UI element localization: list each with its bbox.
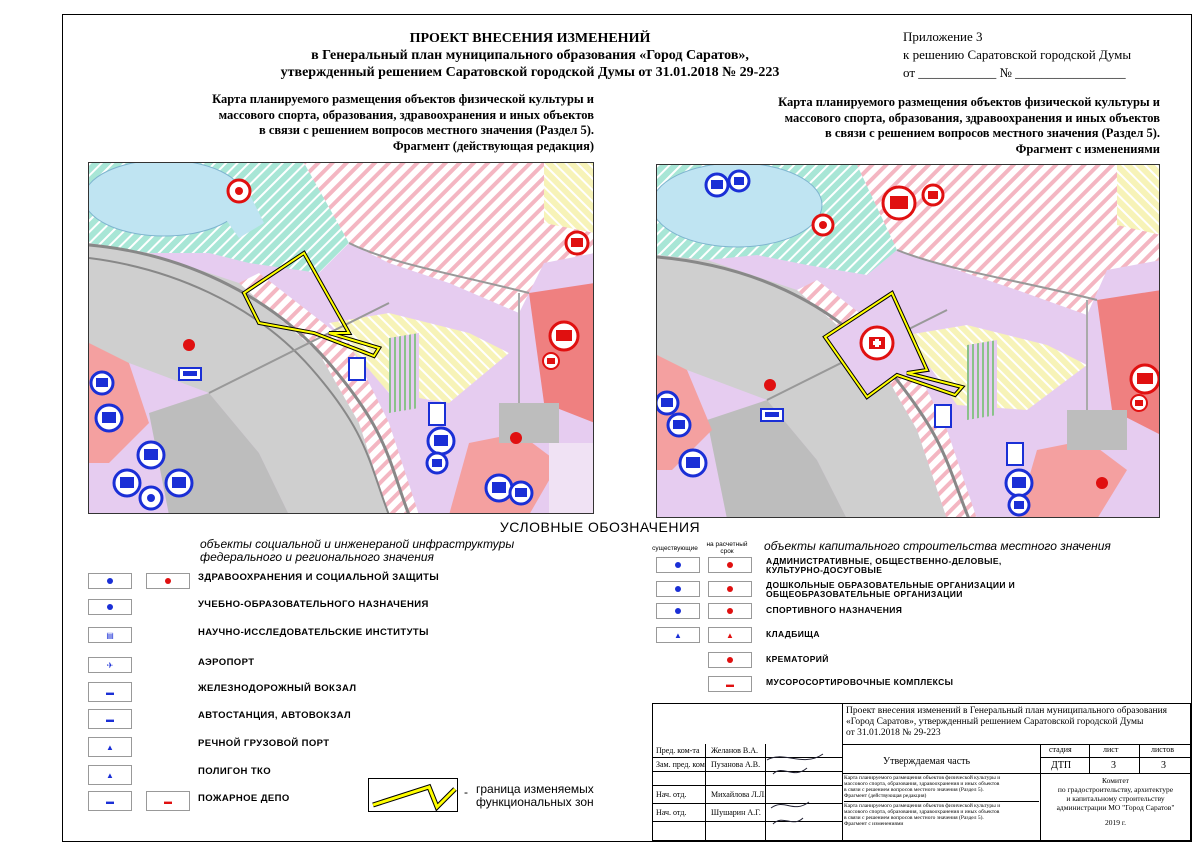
legend-item-cemetery: КЛАДБИЩА (766, 629, 820, 639)
stamp-project: Проект внесения изменений в Генеральный план муниципального образования «Город Саратов», утвержденный решением Саратовской городской Думы от 31.01.2018 № 29-223 (846, 706, 1168, 738)
legend-item-airport: АЭРОПОРТ (198, 657, 255, 668)
education-symbol (88, 599, 132, 615)
legend-item-admin: АДМИНИСТРАТИВНЫЕ, ОБЩЕСТВЕННО-ДЕЛОВЫЕ, КУЛЬТУРНО-ДОСУГОВЫЕ (766, 556, 1002, 575)
school-icon[interactable] (566, 232, 588, 254)
school-icon[interactable] (668, 414, 690, 436)
legend-left-heading: объекты социальной и инженераной инфраструктуры федерального и регионального значения (200, 537, 515, 564)
sorting-planned-symbol: ▬ (708, 676, 752, 692)
legend-item-fire: ПОЖАРНОЕ ДЕПО (198, 793, 290, 804)
landfill-symbol: ▲ (88, 765, 132, 785)
right-map-canvas (657, 165, 1160, 518)
stamp-organization: Комитет по градостроительству, архитектуре и капитальному строительству администрации МО "Город Саратов" 2019 г. (1056, 776, 1175, 827)
school-icon[interactable] (1131, 395, 1147, 411)
bus-station-icon[interactable] (179, 368, 201, 380)
school-icon[interactable] (680, 450, 706, 476)
signatures (653, 744, 843, 840)
school-icon[interactable] (550, 322, 578, 350)
legend-item-railway: ЖЕЛЕЗНОДОРОЖНЫЙ ВОКЗАЛ (198, 683, 357, 694)
legend-item-research: НАУЧНО-ИССЛЕДОВАТЕЛЬСКИЕ ИНСТИТУТЫ (198, 627, 429, 638)
signatures-scribble (763, 748, 843, 828)
legend-item-education: УЧЕБНО-ОБРАЗОВАТЕЛЬНОГО НАЗНАЧЕНИЯ (198, 599, 429, 610)
sig-row: Пред. ком-та Желанов В.А. (653, 744, 843, 758)
school-icon[interactable] (543, 353, 559, 369)
crematorium-planned-symbol (708, 652, 752, 668)
admin-existing-symbol (656, 557, 700, 573)
sig-row: Зам. пред. ком Пузанова А.В. (653, 758, 843, 772)
airport-symbol: ✈ (88, 657, 132, 673)
school-icon[interactable] (883, 187, 915, 219)
hospital-icon[interactable] (861, 327, 893, 359)
legend-item-schools: ДОШКОЛЬНЫЕ ОБРАЗОВАТЕЛЬНЫЕ ОРГАНИЗАЦИИ И ОБЩЕОБРАЗОВАТЕЛЬНЫЕ ОРГАНИЗАЦИИ (766, 580, 1016, 599)
school-icon[interactable] (138, 442, 164, 468)
legend-right-heading: объекты капитального строительства местного значения (764, 539, 1111, 553)
legend-item-sport: СПОРТИВНОГО НАЗНАЧЕНИЯ (766, 605, 903, 615)
school-icon[interactable] (96, 405, 122, 431)
school-icon[interactable] (657, 392, 678, 414)
sport-icon[interactable] (140, 487, 162, 509)
parking-icon[interactable] (349, 358, 365, 380)
sport-planned-symbol (708, 603, 752, 619)
school-icon[interactable] (486, 475, 512, 501)
appendix-block: Приложение 3 к решению Саратовской городской Думы от ____________ № _________________ (903, 29, 1132, 80)
left-map[interactable] (88, 162, 594, 514)
schools-existing-symbol (656, 581, 700, 597)
sig-row: Нач. отд. Шушарин А.Г. (653, 804, 843, 822)
stamp-descriptions: Карта планируемого размещения объектов физической культуры и массового спорта, образования, здравоохранения и иных объектов в связи с решением вопросов местного значения (Раздел 5). Фрагмент (действующая редакция) Карта планируемого размещения объектов физической культуры и массового спорта, образования, здравоохранения и иных объектов в связи с решением вопросов местного значения (Раздел 5). Фрагмент с изменениями (843, 774, 1041, 840)
port-symbol: ▲ (88, 737, 132, 757)
project-title: ПРОЕКТ ВНЕСЕНИЯ ИЗМЕНЕНИЙ в Генеральный план муниципального образования «Город Саратов», утвержденный решением Саратовской городской Думы от 31.01.2018 № 29-223 (280, 31, 780, 80)
school-icon[interactable] (428, 428, 454, 454)
left-map-canvas (89, 163, 594, 514)
legend-item-crematorium: КРЕМАТОРИЙ (766, 654, 829, 664)
hospital-icon[interactable] (228, 180, 250, 202)
school-icon[interactable] (729, 171, 749, 191)
school-icon[interactable] (1009, 495, 1029, 515)
bus-station-symbol: ▬ (88, 709, 132, 729)
col-planned: на расчетный срок (706, 541, 748, 555)
health-planned-symbol (146, 573, 190, 589)
sig-row: Нач. отд. Михайлова Л.Л. (653, 786, 843, 804)
cemetery-existing-symbol: ▲ (656, 627, 700, 643)
health-existing-symbol (88, 573, 132, 589)
stamp-approved: Утверждаемая часть (883, 756, 971, 767)
school-icon[interactable] (1131, 365, 1159, 393)
hospital-icon[interactable] (813, 215, 833, 235)
legend-item-landfill: ПОЛИГОН ТКО (198, 766, 272, 777)
fire-planned-symbol: ▬ (146, 791, 190, 811)
right-map-caption: Карта планируемого размещения объектов физической культуры и массового спорта, образования, здравоохранения и иных объектов в связи с решением вопросов местного значения (Раздел 5). Фрагмент с изменениями (778, 95, 1160, 156)
railway-symbol: ▬ (88, 682, 132, 702)
school-icon[interactable] (1006, 470, 1032, 496)
boundary-dash: - (464, 785, 468, 799)
cemetery-planned-symbol: ▲ (708, 627, 752, 643)
planned-object-icon[interactable] (510, 432, 522, 444)
legend-item-bus: АВТОСТАНЦИЯ, АВТОВОКЗАЛ (198, 710, 352, 721)
legend-item-port: РЕЧНОЙ ГРУЗОВОЙ ПОРТ (198, 738, 330, 749)
planned-object-icon[interactable] (1096, 477, 1108, 489)
col-existing: существующие (652, 545, 698, 552)
legend-title: УСЛОВНЫЕ ОБОЗНАЧЕНИЯ (499, 519, 701, 535)
school-icon[interactable] (114, 470, 140, 496)
bus-station-icon[interactable] (761, 409, 783, 421)
research-symbol: ▤ (88, 627, 132, 643)
left-map-caption: Карта планируемого размещения объектов физической культуры и массового спорта, образования, здравоохранения и иных объектов в связи с решением вопросов местного значения (Раздел 5). Фрагмент (действующая редакция) (212, 92, 594, 153)
boundary-label: граница изменяемых функциональных зон (476, 782, 594, 809)
school-icon[interactable] (91, 372, 113, 394)
title-block: Проект внесения изменений в Генеральный план муниципального образования «Город Саратов», утвержденный решением Саратовской городской Думы от 31.01.2018 № 29-223 Пред. ком-та Желанов В.А. Зам. пред. ком Пузанова А.В. Нач. отд. Михайлова Л.Л. Нач. отд. Шушарин А.Г. Утверждаемая часть стадия лист листов ДТП 3 3 Карта планируемого размещения объектов физической культуры и массового спорта, образования, здравоохранения и иных объектов в связи с решением вопросов местного значения (Раздел 5). Фрагмент (действующая редакция) Карта планируемого размещения объектов физической культуры и массового спорта, образования, здравоохранения и иных объектов в связи с решением вопросов местного значения (Раздел 5). Фрагмент с изменениями Комитет по градостроительству, архитектуре и капитальному строительству администрации МО "Город Саратов" 2019 г. (652, 703, 1191, 841)
legend-item-sorting: МУСОРОСОРТИРОВОЧНЫЕ КОМПЛЕКСЫ (766, 677, 954, 687)
fire-existing-symbol: ▬ (88, 791, 132, 811)
legend-item-health: ЗДРАВООХРАНЕНИЯ И СОЦИАЛЬНОЙ ЗАЩИТЫ (198, 572, 440, 583)
parking-icon[interactable] (935, 405, 951, 427)
parking-icon[interactable] (1007, 443, 1023, 465)
school-icon[interactable] (706, 174, 728, 196)
school-icon[interactable] (510, 482, 532, 504)
parking-icon[interactable] (429, 403, 445, 425)
right-map[interactable] (656, 164, 1160, 518)
planned-object-icon[interactable] (764, 379, 776, 391)
school-icon[interactable] (166, 470, 192, 496)
schools-planned-symbol (708, 581, 752, 597)
planned-object-icon[interactable] (183, 339, 195, 351)
boundary-symbol (368, 778, 458, 812)
school-icon[interactable] (427, 453, 447, 473)
admin-planned-symbol (708, 557, 752, 573)
school-icon[interactable] (923, 185, 943, 205)
sport-existing-symbol (656, 603, 700, 619)
